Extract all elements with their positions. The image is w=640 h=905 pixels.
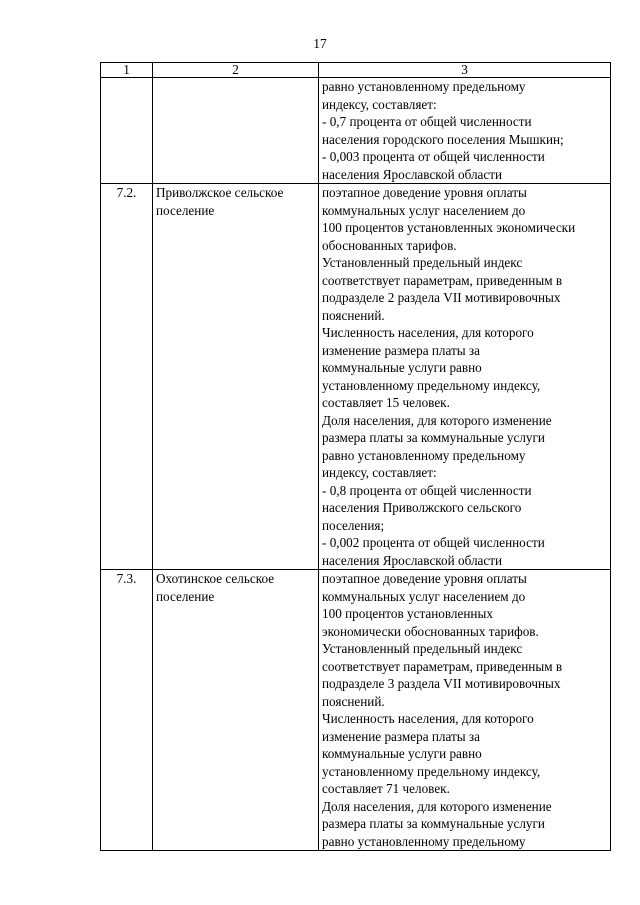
description-line: 100 процентов установленных [322,606,493,621]
description-line: Доля населения, для которого изменение [322,798,552,814]
description-line: - 0,002 процента от общей численности [322,535,545,550]
settlement-name [153,184,319,570]
description-line: населения Ярославской области [322,552,503,568]
description-line: Доля населения, для которого изменение [322,412,552,428]
description-line: - 0,8 процента от общей численности [322,482,532,498]
description-line: поселения; [322,517,385,533]
measure-description [319,184,611,570]
header-col-1: 1 [101,63,153,78]
description-line: размера платы за коммунальные услуги [322,430,545,445]
description-line: пояснений. [322,693,385,709]
description-line: изменение размера платы за [322,728,480,744]
description-line: равно установленному предельному [322,447,526,463]
settlement-name [153,570,319,851]
description-line: поэтапное доведение уровня оплаты [322,571,527,586]
table-row [101,184,611,570]
description-line: 100 процентов установленных экономически [322,220,576,235]
table-row [101,78,611,184]
description-line: населения городского поселения Мышкин; [322,131,564,147]
settlement-name-line: Приволжское сельское [156,185,284,200]
row-number: 7.2. [101,184,153,570]
table-header-row [101,63,611,78]
description-line: установленному предельному индексу, [322,763,541,779]
description-line: коммунальных услуг населением до [322,202,526,218]
description-line: обоснованных тарифов. [322,237,457,253]
description-line: соответствует параметрам, приведенным в [322,658,563,674]
description-line: подразделе 2 раздела VII мотивировочных [322,290,561,305]
description-line: Установленный предельный индекс [322,641,523,656]
description-line: экономически обоснованных тарифов. [322,623,539,639]
description-line: установленному предельному индексу, [322,377,541,393]
description-line: изменение размера платы за [322,342,480,358]
row-number: 7.3. [101,570,153,851]
description-line: Установленный предельный индекс [322,255,523,270]
description-line: равно установленному предельному [322,79,526,94]
description-line: подразделе 3 раздела VII мотивировочных [322,676,561,691]
description-line: пояснений. [322,307,385,323]
table-body [101,78,611,851]
description-line: соответствует параметрам, приведенным в [322,272,563,288]
header-col-2: 2 [153,63,319,78]
description-line: размера платы за коммунальные услуги [322,816,545,831]
description-line: поэтапное доведение уровня оплаты [322,185,527,200]
description-line: индексу, составляет: [322,465,437,480]
municipal-tariff-table [100,62,611,851]
description-line: коммунальные услуги равно [322,360,482,375]
header-col-3: 3 [319,63,611,78]
description-line: - 0,7 процента от общей численности [322,114,532,129]
measure-description [319,570,611,851]
settlement-name [153,78,319,184]
measure-description [319,78,611,184]
description-line: - 0,003 процента от общей численности [322,149,545,164]
settlement-name-line: поселение [156,588,215,604]
settlement-name-line: поселение [156,202,215,218]
settlement-name-line: Охотинское сельское [156,571,275,586]
description-line: Численность населения, для которого [322,325,534,340]
description-line: населения Приволжского сельского [322,500,522,515]
description-line: равно установленному предельному [322,833,526,849]
description-line: составляет 71 человек. [322,781,450,796]
description-line: коммунальные услуги равно [322,746,482,761]
description-line: составляет 15 человек. [322,395,450,410]
row-number [101,78,153,184]
description-line: Численность населения, для которого [322,711,534,726]
page-number: 17 [313,36,327,51]
description-line: населения Ярославской области [322,166,503,182]
table-row [101,570,611,851]
description-line: индексу, составляет: [322,96,437,112]
description-line: коммунальных услуг населением до [322,588,526,604]
